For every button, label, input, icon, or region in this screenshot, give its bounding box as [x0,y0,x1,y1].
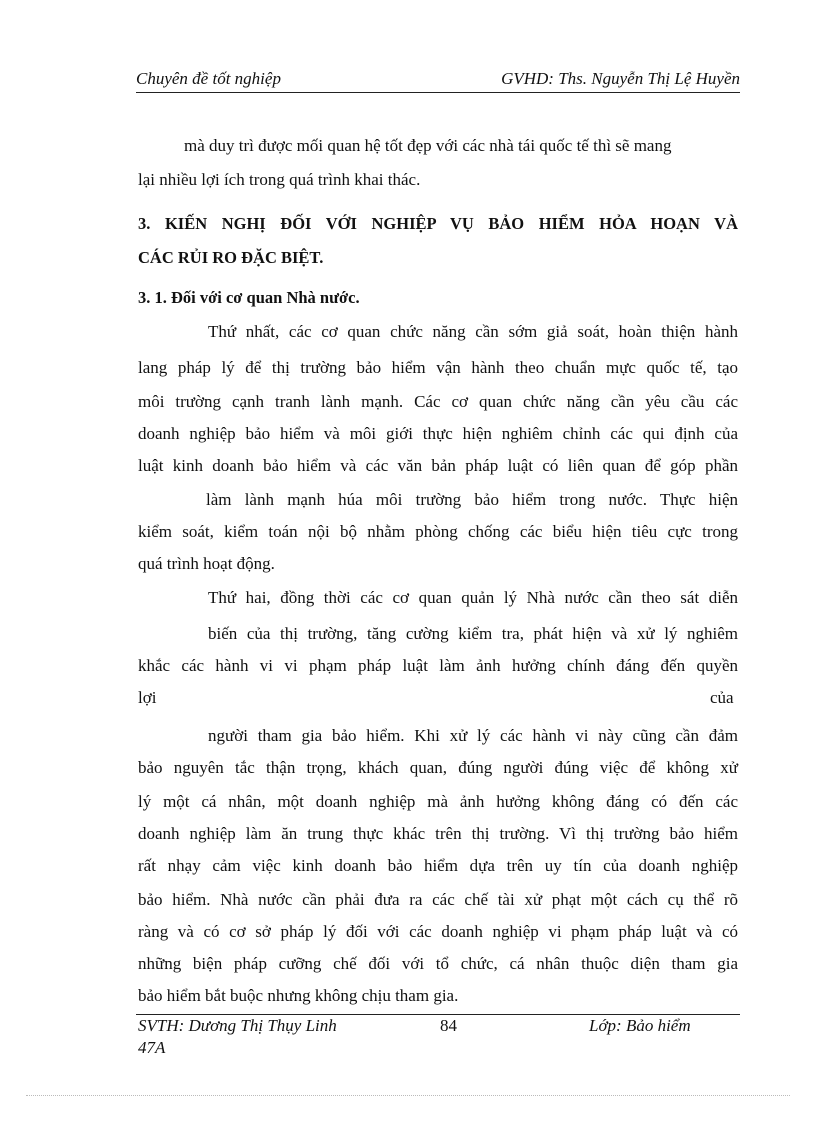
body-word: của [710,688,734,707]
bottom-divider [26,1095,790,1096]
header-title: Chuyên đề tốt nghiệp [136,69,281,88]
body-line: kiểm soát, kiểm toán nội bộ nhằm phòng chống các biểu hiện tiêu cực trong [138,522,738,541]
body-line: bảo nguyên tắc thận trọng, khách quan, đúng người đúng việc để không xử [138,758,738,777]
page-header [136,64,740,93]
body-line: lý một cá nhân, một doanh nghiệp mà ảnh hưởng không đáng có đến các [138,792,738,811]
body-line: khắc các hành vi vi phạm pháp luật làm ảnh hưởng chính đáng đến quyền [138,656,738,675]
body-line: lang pháp lý để thị trường bảo hiểm vận hành theo chuẩn mực quốc tế, tạo [138,358,738,377]
footer-author: SVTH: Dương Thị Thụy Linh [138,1016,337,1035]
section-heading: 3. KIẾN NGHỊ ĐỐI VỚI NGHIỆP VỤ BẢO HIỂM HỎA HOẠN VÀ [138,214,738,233]
body-line: Thứ nhất, các cơ quan chức năng cần sớm giả soát, hoàn thiện hành [208,322,738,341]
body-line: doanh nghiệp làm ăn trung thực khác trên thị trường. Vì thị trường bảo hiểm [138,824,738,843]
body-line: những biện pháp cưỡng chế đối với tổ chức, cá nhân thuộc diện tham gia [138,954,738,973]
body-line: luật kinh doanh bảo hiểm và các văn bản pháp luật có liên quan để góp phần [138,456,738,475]
body-line: mà duy trì được mối quan hệ tốt đẹp với các nhà tái quốc tế thì sẽ mang [184,136,672,155]
footer-department: Lớp: Bảo hiểm [589,1016,691,1035]
body-line: Thứ hai, đồng thời các cơ quan quản lý Nhà nước cần theo sát diễn [208,588,738,607]
header-advisor: GVHD: Ths. Nguyễn Thị Lệ Huyền [501,69,740,88]
body-line: ràng và có cơ sở pháp lý đối với các doanh nghiệp vi phạm pháp luật và có [138,922,738,941]
body-line: người tham gia bảo hiểm. Khi xử lý các hành vi này cũng cần đảm [208,726,738,745]
body-line: biến của thị trường, tăng cường kiểm tra, phát hiện và xử lý nghiêm [208,624,738,643]
body-line: lại nhiều lợi ích trong quá trình khai thác. [138,170,421,189]
body-line: doanh nghiệp bảo hiểm và môi giới thực hiện nghiêm chỉnh các qui định của [138,424,738,443]
body-line: làm lành mạnh húa môi trường bảo hiểm trong nước. Thực hiện [206,490,738,509]
page-number: 84 [440,1016,457,1035]
body-line: quá trình hoạt động. [138,554,275,573]
body-line: rất nhạy cảm việc kinh doanh bảo hiểm dựa trên uy tín của doanh nghiệp [138,856,738,875]
body-line: bảo hiểm. Nhà nước cần phải đưa ra các chế tài xử phạt một cách cụ thể rõ [138,890,738,909]
footer-class: 47A [138,1038,166,1057]
footer-rule [136,1014,740,1015]
body-line: môi trường cạnh tranh lành mạnh. Các cơ quan chức năng cần yêu cầu các [138,392,738,411]
section-heading: CÁC RỦI RO ĐẶC BIỆT. [138,248,324,267]
body-word: lợi [138,688,157,707]
subsection-heading: 3. 1. Đối với cơ quan Nhà nước. [138,288,360,307]
body-line: bảo hiểm bắt buộc nhưng không chịu tham gia. [138,986,459,1005]
